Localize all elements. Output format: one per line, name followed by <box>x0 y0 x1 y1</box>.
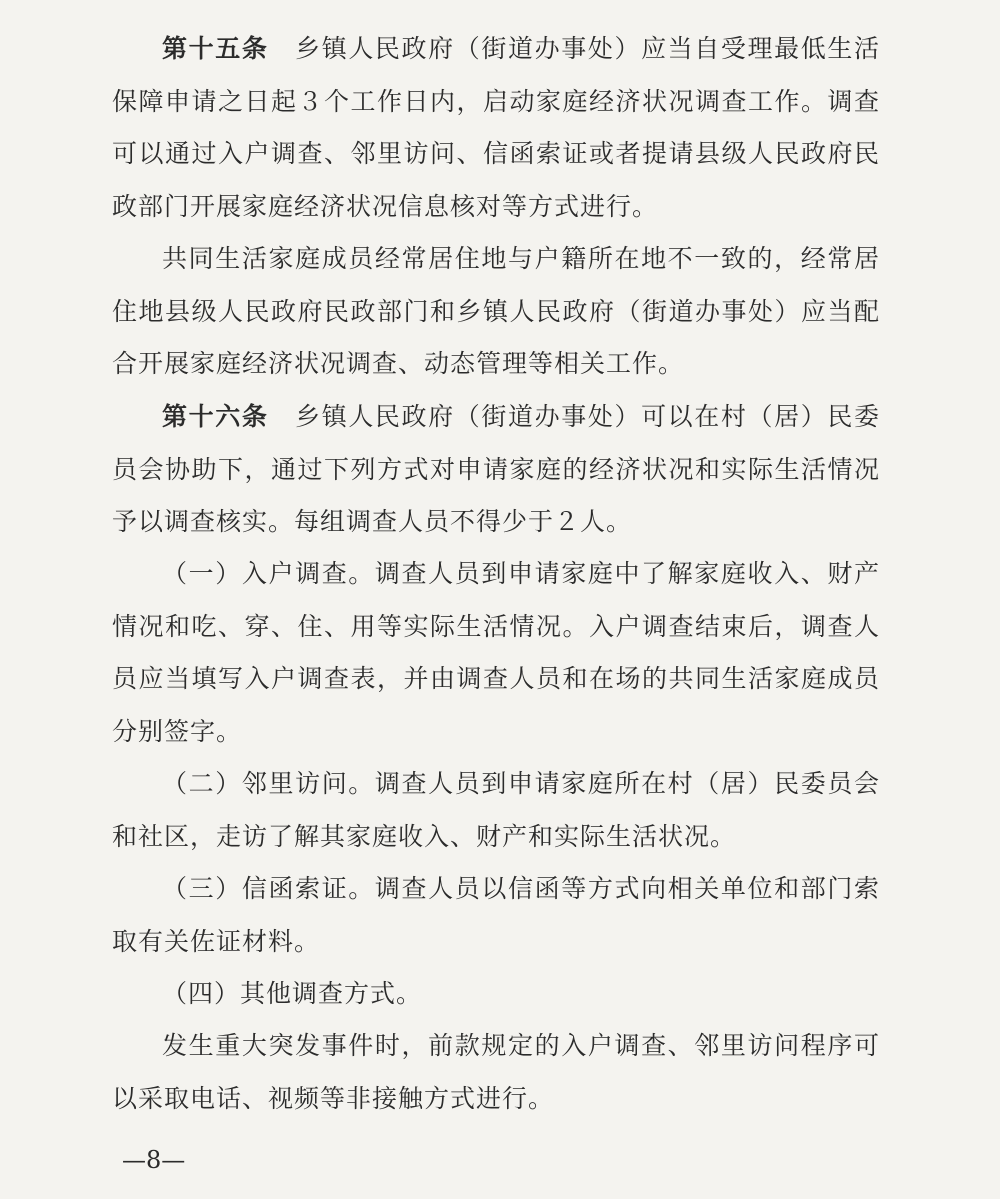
article-15-paragraph <box>112 23 880 233</box>
item-4-text: （四）其他调查方式。 <box>162 979 423 1008</box>
article-15-paragraph-2 <box>112 233 880 391</box>
emergency-text: 发生重大突发事件时，前款规定的入户调查、邻里访问程序可以采取电话、视频等非接触方式进行。 <box>112 1031 880 1113</box>
item-3-paragraph <box>112 863 880 968</box>
article-15-text-2: 共同生活家庭成员经常居住地与户籍所在地不一致的，经常居住地县级人民政府民政部门和乡镇人民政府（街道办事处）应当配合开展家庭经济状况调查、动态管理等相关工作。 <box>112 244 880 378</box>
item-1-paragraph <box>112 548 880 758</box>
article-15-heading: 第十五条 <box>162 34 269 63</box>
item-2-text: （二）邻里访问。调查人员到申请家庭所在村（居）民委员会和社区，走访了解其家庭收入、财产和实际生活状况。 <box>112 769 880 851</box>
article-16-heading: 第十六条 <box>162 402 269 431</box>
article-15-text: 乡镇人民政府（街道办事处）应当自受理最低生活保障申请之日起３个工作日内，启动家庭经济状况调查工作。调查可以通过入户调查、邻里访问、信函索证或者提请县级人民政府民政部门开展家庭经济状况信息核对等方式进行。 <box>112 34 880 221</box>
emergency-paragraph <box>112 1020 880 1125</box>
article-16-text: 乡镇人民政府（街道办事处）可以在村（居）民委员会协助下，通过下列方式对申请家庭的经济状况和实际生活情况予以调查核实。每组调查人员不得少于２人。 <box>112 402 880 536</box>
item-4-paragraph <box>112 968 880 1021</box>
article-16-paragraph <box>112 391 880 549</box>
item-3-text: （三）信函索证。调查人员以信函等方式向相关单位和部门索取有关佐证材料。 <box>112 874 880 956</box>
item-1-text: （一）入户调查。调查人员到申请家庭中了解家庭收入、财产情况和吃、穿、住、用等实际生活情况。入户调查结束后，调查人员应当填写入户调查表，并由调查人员和在场的共同生活家庭成员分别签字。 <box>112 559 880 746</box>
page-number: —8— <box>122 1146 186 1174</box>
item-2-paragraph <box>112 758 880 863</box>
